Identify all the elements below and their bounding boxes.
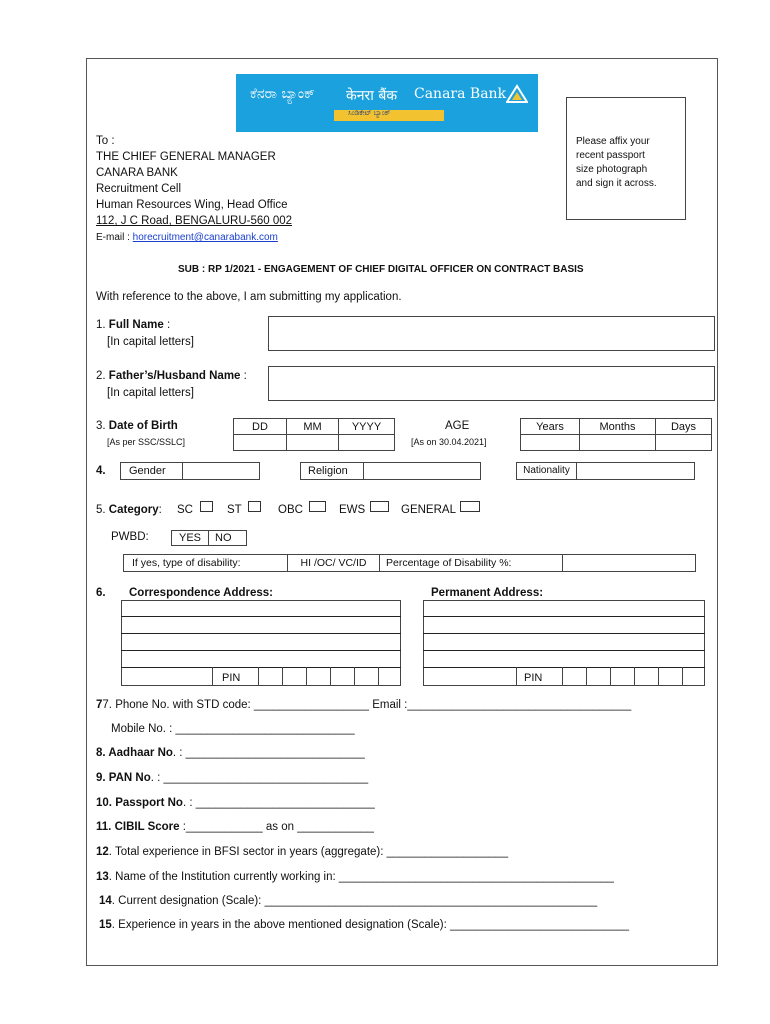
full-name-input[interactable] <box>268 316 715 351</box>
father-name-hint: [In capital letters] <box>107 387 194 399</box>
canara-bank-logo <box>236 74 538 132</box>
aadhaar-line[interactable]: 8. Aadhaar No. : ____________________________ <box>96 747 365 759</box>
address-line <box>423 667 705 668</box>
category-sc-checkbox[interactable] <box>200 501 213 512</box>
correspondence-address-frame[interactable] <box>121 600 401 686</box>
nationality-input[interactable] <box>576 462 695 480</box>
age-label: AGE <box>445 420 470 432</box>
phone-email-line[interactable]: 77. Phone No. with STD code: __________________ Email :___________________________________ <box>96 699 632 711</box>
dob-yyyy-input[interactable] <box>338 434 395 451</box>
email-line <box>96 231 278 245</box>
category-st-label: ST <box>227 504 242 516</box>
category-st-checkbox[interactable] <box>248 501 261 512</box>
age-days-header: Days <box>655 418 712 435</box>
address-line <box>423 650 705 651</box>
designation-experience-line[interactable]: 15. Experience in years in the above mentioned designation (Scale): ____________________________ <box>99 919 630 931</box>
dob-label: 3. Date of Birth <box>96 420 178 432</box>
category-general-checkbox[interactable] <box>460 501 480 512</box>
email-label: E-mail : <box>96 232 133 243</box>
cibil-line[interactable]: 11. CIBIL Score :____________ as on ____________ <box>96 821 374 833</box>
pan-line[interactable]: 9. PAN No. : ________________________________ <box>96 772 369 784</box>
logo-tagline-strip <box>334 110 444 121</box>
canara-triangle-icon <box>506 84 528 104</box>
disability-type-options[interactable]: HI /OC/ VC/ID <box>287 554 380 572</box>
category-obc-checkbox[interactable] <box>309 501 326 512</box>
passport-line[interactable]: 10. Passport No. : ____________________________ <box>96 797 375 809</box>
age-hint: [As on 30.04.2021] <box>411 437 487 447</box>
full-name-hint: [In capital letters] <box>107 336 194 348</box>
recipient-title: THE CHIEF GENERAL MANAGER <box>96 151 276 163</box>
disability-type-label: If yes, type of disability: <box>123 554 288 572</box>
photo-text-4: and sign it across. <box>576 178 657 189</box>
photo-text-2: recent passport <box>576 150 645 161</box>
dob-dd-input[interactable] <box>233 434 287 451</box>
category-sc-label: SC <box>177 504 193 516</box>
age-months-input[interactable] <box>579 434 656 451</box>
institution-line[interactable]: 13. Name of the Institution currently working in: ___________________________________________ <box>96 871 614 883</box>
permanent-address-label: Permanent Address: <box>431 587 544 599</box>
dob-yyyy-header: YYYY <box>338 418 395 435</box>
row4-number: 4. <box>96 465 106 477</box>
address-line <box>121 616 401 617</box>
designation-line[interactable]: 14. Current designation (Scale): ____________________________________________________ <box>99 895 598 907</box>
correspondence-address-label: Correspondence Address: <box>129 587 273 599</box>
dob-hint: [As per SSC/SSLC] <box>107 437 186 447</box>
dob-mm-header: MM <box>286 418 339 435</box>
category-ews-checkbox[interactable] <box>370 501 389 512</box>
category-obc-label: OBC <box>278 504 303 516</box>
dob-dd-header: DD <box>233 418 287 435</box>
address-line <box>121 667 401 668</box>
pwbd-label: PWBD: <box>111 531 149 543</box>
age-days-input[interactable] <box>655 434 712 451</box>
logo-hindi: केनरा बैंक <box>346 88 398 104</box>
gender-label: Gender <box>120 462 183 480</box>
age-months-header: Months <box>579 418 656 435</box>
photo-text-1: Please affix your <box>576 136 650 147</box>
mobile-line[interactable]: Mobile No. : ____________________________ <box>111 723 355 735</box>
recipient-address: 112, J C Road, BENGALURU-560 002 <box>96 215 293 227</box>
photo-box[interactable] <box>566 97 686 220</box>
age-years-header: Years <box>520 418 580 435</box>
religion-label: Religion <box>300 462 364 480</box>
disability-percent-input[interactable] <box>562 554 696 572</box>
pwbd-yes-option[interactable]: YES <box>171 530 209 546</box>
father-name-input[interactable] <box>268 366 715 401</box>
address-line <box>121 650 401 651</box>
dob-mm-input[interactable] <box>286 434 339 451</box>
permanent-pin-label: PIN <box>524 672 543 684</box>
religion-input[interactable] <box>363 462 481 480</box>
age-years-input[interactable] <box>520 434 580 451</box>
category-ews-label: EWS <box>339 504 366 516</box>
gender-input[interactable] <box>182 462 260 480</box>
address-number: 6. <box>96 587 106 599</box>
logo-kannada: ಕೆನರಾ ಬ್ಯಾಂಕ್ <box>250 86 315 102</box>
bfsi-experience-line[interactable]: 12. Total experience in BFSI sector in years (aggregate): ___________________ <box>96 846 509 858</box>
logo-tagline: ಸಿಂಡಿಕೇಟ್ ಬ್ಯಾಂಕ್ <box>348 110 391 117</box>
subject-line: SUB : RP 1/2021 - ENGAGEMENT OF CHIEF DIGITAL OFFICER ON CONTRACT BASIS <box>178 264 584 275</box>
disability-percent-label: Percentage of Disability %: <box>379 554 563 572</box>
photo-text-3: size photograph <box>576 164 648 175</box>
permanent-address-frame[interactable] <box>423 600 705 686</box>
full-name-label: 1. Full Name : <box>96 319 171 331</box>
logo-english: Canara Bank <box>414 86 507 102</box>
address-line <box>423 633 705 634</box>
recipient-dept: Recruitment Cell <box>96 183 181 195</box>
pwbd-no-option[interactable]: NO <box>208 530 247 546</box>
father-name-label: 2. Father’s/Husband Name : <box>96 370 247 382</box>
address-line <box>121 633 401 634</box>
email-link[interactable]: horecruitment@canarabank.com <box>132 232 278 243</box>
nationality-label: Nationality <box>516 462 577 480</box>
correspondence-pin-label: PIN <box>222 672 241 684</box>
category-label: 5. Category: <box>96 504 162 516</box>
intro-text: With reference to the above, I am submitting my application. <box>96 291 402 303</box>
recipient-bank: CANARA BANK <box>96 167 178 179</box>
recipient-wing: Human Resources Wing, Head Office <box>96 199 288 211</box>
address-line <box>423 616 705 617</box>
category-general-label: GENERAL <box>401 504 456 516</box>
to-label: To : <box>96 135 115 147</box>
